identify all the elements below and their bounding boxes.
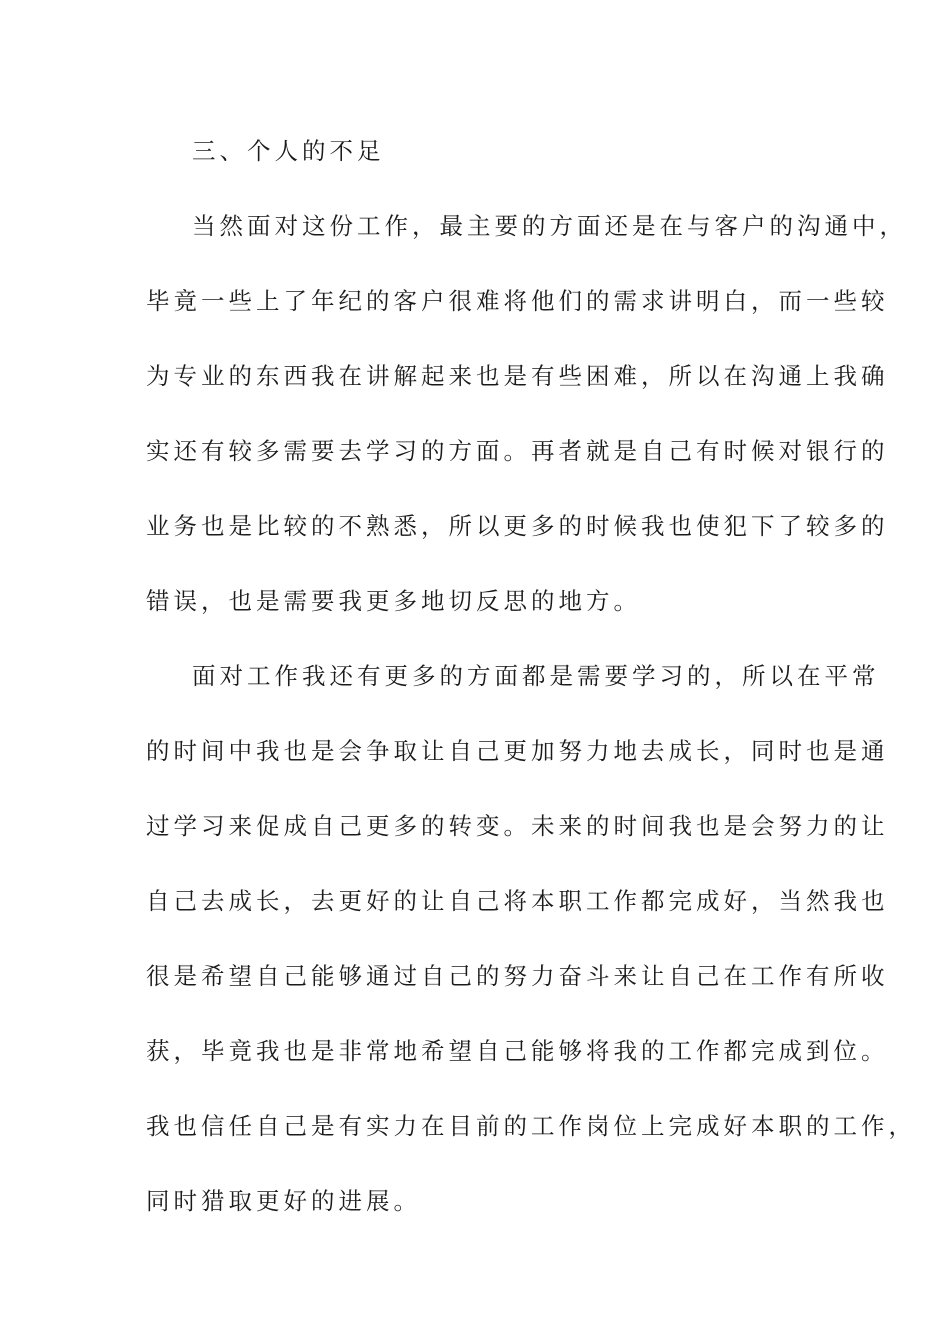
paragraph-2-line-8: 同时猎取更好的进展。 (146, 1187, 421, 1215)
paragraph-2-line-1: 面对工作我还有更多的方面都是需要学习的，所以在平常 (192, 662, 880, 690)
paragraph-1-line-3: 为专业的东西我在讲解起来也是有些困难，所以在沟通上我确 (146, 362, 889, 390)
paragraph-1-line-5: 业务也是比较的不熟悉，所以更多的时候我也使犯下了较多的 (146, 512, 889, 540)
paragraph-1-line-6: 错误，也是需要我更多地切反思的地方。 (146, 587, 641, 615)
paragraph-1-line-1: 当然面对这份工作，最主要的方面还是在与客户的沟通中， (192, 212, 907, 240)
paragraph-1-line-2: 毕竟一些上了年纪的客户很难将他们的需求讲明白，而一些较 (146, 287, 889, 315)
paragraph-2-line-3: 过学习来促成自己更多的转变。未来的时间我也是会努力的让 (146, 812, 889, 840)
paragraph-2-line-6: 获，毕竟我也是非常地希望自己能够将我的工作都完成到位。 (146, 1037, 889, 1065)
section-heading: 三、个人的不足 (192, 137, 385, 165)
paragraph-2-line-2: 的时间中我也是会争取让自己更加努力地去成长，同时也是通 (146, 737, 889, 765)
paragraph-2-line-7: 我也信任自己是有实力在目前的工作岗位上完成好本职的工作， (146, 1112, 916, 1140)
paragraph-2-line-5: 很是希望自己能够通过自己的努力奋斗来让自己在工作有所收 (146, 962, 889, 990)
paragraph-1-line-4: 实还有较多需要去学习的方面。再者就是自己有时候对银行的 (146, 437, 889, 465)
paragraph-2-line-4: 自己去成长，去更好的让自己将本职工作都完成好，当然我也 (146, 887, 889, 915)
